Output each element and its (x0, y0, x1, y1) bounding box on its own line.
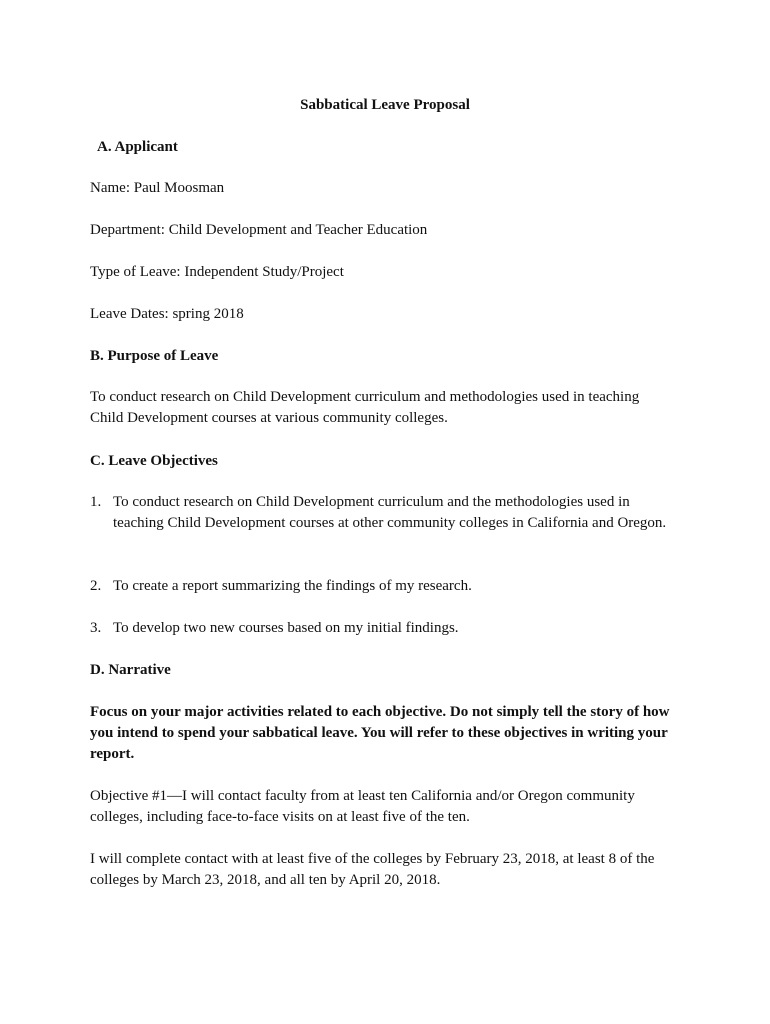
narrative-instructions: Focus on your major activities related to each objective. Do not simply tell the story of how you intend to spend your sabbatical leave. You will refer to these objectives in writing your report. (90, 704, 670, 762)
list-number: 2. (90, 578, 102, 594)
section-d-heading: D. Narrative (90, 662, 171, 678)
purpose-text: To conduct research on Child Development curriculum and methodologies used in teaching Child Development courses at various community colleges. (90, 389, 640, 426)
timeline-narrative: I will complete contact with at least five of the colleges by February 23, 2018, at least 8 of the colleges by March 23, 2018, and all ten by April 20, 2018. (90, 851, 655, 888)
list-number: 3. (90, 620, 102, 636)
leave-dates: Leave Dates: spring 2018 (90, 306, 244, 322)
objective-1-narrative: Objective #1—I will contact faculty from at least ten California and/or Oregon community colleges, including face-to-face visits on at least five of the ten. (90, 788, 635, 825)
section-a-heading: A. Applicant (97, 139, 178, 155)
leave-type: Type of Leave: Independent Study/Project (90, 264, 344, 280)
applicant-department: Department: Child Development and Teacher Education (90, 222, 428, 238)
applicant-name: Name: Paul Moosman (90, 180, 225, 196)
section-c-heading: C. Leave Objectives (90, 453, 218, 469)
objective-list-item (90, 492, 690, 534)
section-b-heading: B. Purpose of Leave (90, 348, 219, 364)
objective-list-item (90, 618, 690, 639)
list-item-text: To conduct research on Child Development curriculum and the methodologies used in teaching Child Development courses at other community colleges in California and Oregon. (113, 494, 667, 531)
document-title: Sabbatical Leave Proposal (300, 97, 470, 113)
list-item-text: To create a report summarizing the findings of my research. (113, 578, 472, 594)
list-number: 1. (90, 494, 102, 510)
objective-list-item (90, 576, 690, 597)
list-item-text: To develop two new courses based on my initial findings. (113, 620, 459, 636)
